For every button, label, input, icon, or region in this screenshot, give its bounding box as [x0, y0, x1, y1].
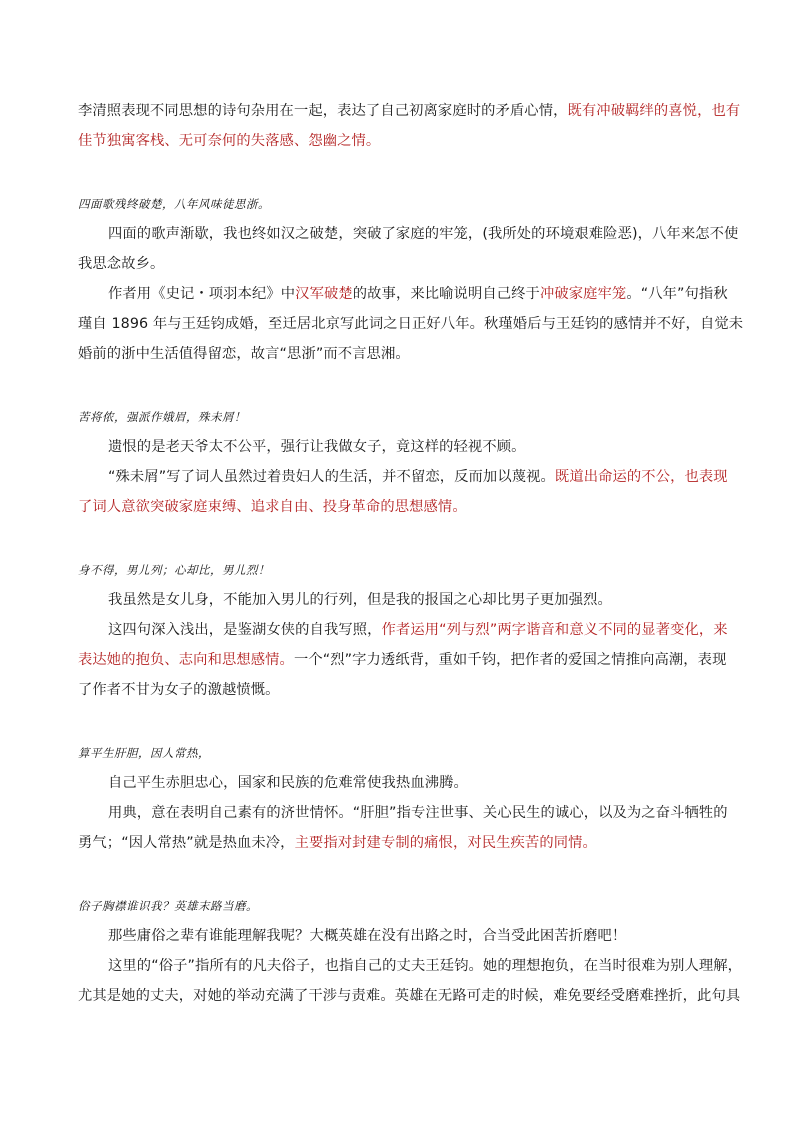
- translation-line: 遗恨的是老天爷太不公平，强行让我做女子，竟这样的轻视不顾。: [108, 439, 526, 455]
- verse-line: 四面歌残终破楚，八年风味徒思浙。: [78, 197, 270, 211]
- text-span: 一个“烈”字力透纸背，重如千钧，把作者的爱国之情推向高潮，表现: [293, 652, 727, 668]
- verse-line: 身不得，男儿列；心却比，男儿烈！: [78, 563, 270, 577]
- commentary-line: 了作者不甘为女子的激越愤慨。: [78, 682, 280, 698]
- commentary-line: [78, 462, 728, 492]
- highlight-span: 表达她的抱负、志向和思想感情。: [78, 652, 294, 668]
- text-span: 李清照表现不同思想的诗句杂用在一起，表达了自己初离家庭时的矛盾心情，: [78, 103, 568, 119]
- translation-line: 四面的歌声渐歇，我也终如汉之破楚，突破了家庭的牢笼，(我所处的环境艰难险恶)，八年来怎不使: [108, 226, 739, 242]
- verse-line: 算平生肝胆，因人常热，: [78, 746, 210, 760]
- text-span: 的故事，来比喻说明自己终于: [352, 286, 540, 302]
- commentary-line: [78, 645, 728, 675]
- commentary-line: [78, 615, 728, 645]
- commentary-line: 用典，意在表明自己素有的济世情怀。“肝胆”指专注世事、关心民生的诚心，以及为之奋斗牺牲的: [108, 805, 728, 821]
- verse-line: 苦将侬，强派作娥眉，殊未屑！: [78, 410, 246, 424]
- translation-line: 那些庸俗之辈有谁能理解我呢？大概英雄在没有出路之时，合当受此困苦折磨吧！: [108, 928, 627, 944]
- highlight-span: 既有冲破羁绊的喜悦，也有: [567, 103, 741, 119]
- commentary-line: 婚前的浙中生活值得留恋，故言“思浙”而不言思湘。: [78, 346, 410, 362]
- text-span: 作者用《史记・项羽本纪》中: [108, 286, 296, 302]
- commentary-line: 了词人意欲突破家庭束缚、追求自由、投身革命的思想感情。: [78, 499, 467, 515]
- highlight-span: 既道出命运的不公，也表现: [554, 469, 728, 485]
- text-span: 。“八年”句指秋: [626, 286, 728, 302]
- document-page: [78, 96, 744, 1011]
- text-span: “殊未屑”写了词人虽然过着贵妇人的生活，并不留恋，反而加以蔑视。: [108, 469, 555, 485]
- commentary-line: 尤其是她的丈夫，对她的举动充满了干涉与责难。英雄在无路可走的时候，难免要经受磨难挫折，此句具: [78, 988, 741, 1004]
- translation-line: 自己平生赤胆忠心，国家和民族的危难常使我热血沸腾。: [108, 775, 468, 791]
- verse-line: 俗子胸襟谁识我？英雄末路当磨。: [78, 899, 258, 913]
- text-span: 勇气；“因人常热”就是热血未冷，: [78, 835, 295, 851]
- highlight-span: 冲破家庭牢笼: [539, 286, 627, 302]
- highlight-span: 汉军破楚: [295, 286, 353, 302]
- highlight-span: 主要指对封建专制的痛恨，对民生疾苦的同情。: [294, 835, 597, 851]
- translation-line: 我虽然是女儿身，不能加入男儿的行列，但是我的报国之心却比男子更加强烈。: [108, 592, 612, 608]
- paragraph-line: 佳节独寓客栈、无可奈何的失落感、怨幽之情。: [78, 133, 381, 149]
- commentary-line: 瑾自 1896 年与王廷钧成婚，至迁居北京写此词之日正好八年。秋瑾婚后与王廷钧的感情并不好，自觉未: [78, 316, 744, 332]
- paragraph-line: [78, 96, 741, 126]
- translation-line: 我思念故乡。: [78, 256, 165, 272]
- commentary-line: [78, 828, 728, 858]
- highlight-span: 作者运用“列与烈”两字谐音和意义不同的显著变化，来: [381, 622, 728, 638]
- commentary-line: 这里的“俗子”指所有的凡夫俗子，也指自己的丈夫王廷钧。她的理想抱负，在当时很难为别人理解，: [108, 958, 743, 974]
- text-span: 这四句深入浅出，是鉴湖女侠的自我写照，: [108, 622, 382, 638]
- commentary-line: [78, 279, 728, 309]
